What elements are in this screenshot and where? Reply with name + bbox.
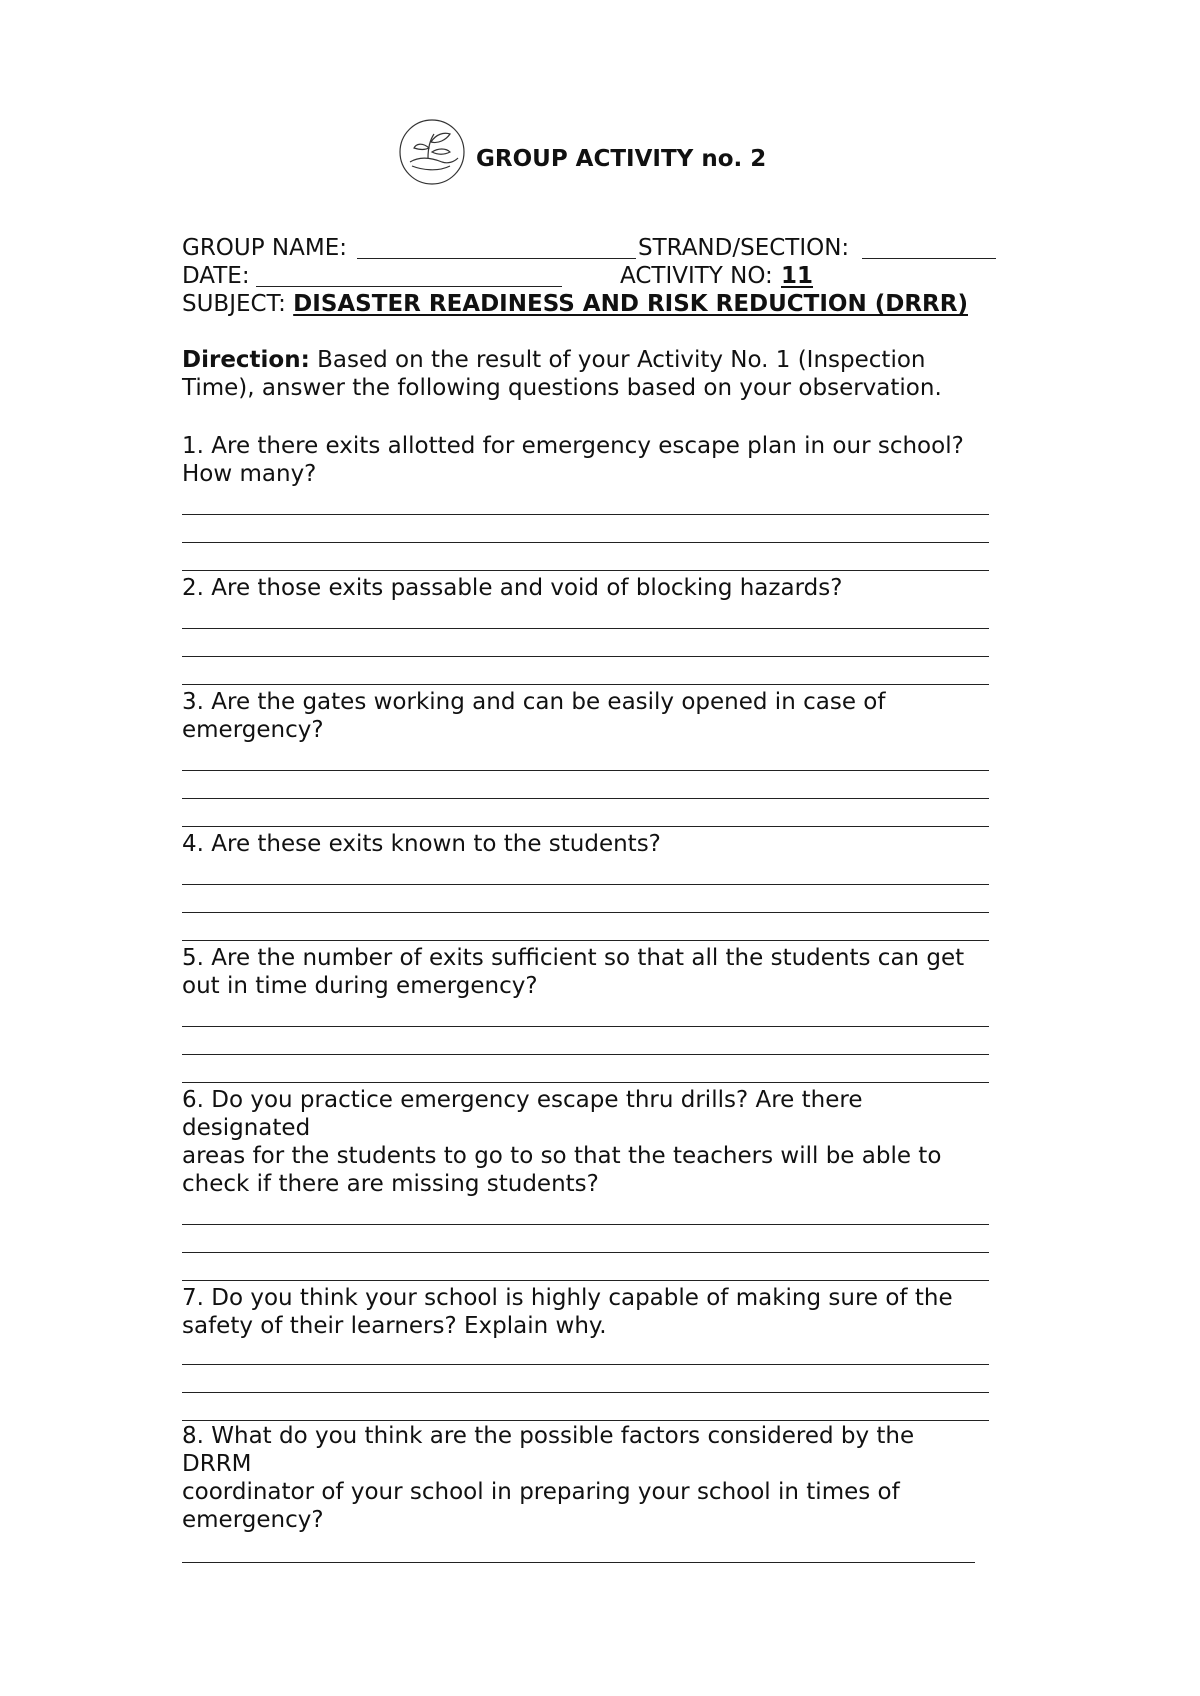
subject-value: DISASTER READINESS AND RISK REDUCTION (DRRR) xyxy=(293,291,968,317)
question-3-line-1: 3. Are the gates working and can be easily opened in case of xyxy=(182,689,886,715)
question-8-line-4: emergency? xyxy=(182,1507,324,1533)
direction-line-2: Time), answer the following questions based on your observation. xyxy=(182,375,942,401)
answer-line[interactable] xyxy=(182,1280,989,1281)
subject-label: SUBJECT: xyxy=(182,291,294,317)
question-5-line-1: 5. Are the number of exits sufficient so that all the students can get xyxy=(182,945,965,971)
answer-line[interactable] xyxy=(182,798,989,799)
page-title: GROUP ACTIVITY no. 2 xyxy=(476,146,767,172)
answer-line[interactable] xyxy=(182,826,989,827)
subject-row xyxy=(182,290,968,318)
question-2-line-1: 2. Are those exits passable and void of blocking hazards? xyxy=(182,575,843,601)
answer-line[interactable] xyxy=(182,884,989,885)
question-8-line-1: 8. What do you think are the possible factors considered by the xyxy=(182,1423,915,1449)
answer-line[interactable] xyxy=(182,912,989,913)
direction-line-1 xyxy=(182,346,925,374)
date-blank[interactable] xyxy=(256,286,562,287)
direction-text-1: Based on the result of your Activity No. 1 (Inspection xyxy=(309,347,926,373)
group-name-blank[interactable] xyxy=(357,258,636,259)
answer-line[interactable] xyxy=(182,1054,989,1055)
answer-line[interactable] xyxy=(182,570,989,571)
answer-line[interactable] xyxy=(182,1364,989,1365)
answer-line[interactable] xyxy=(182,770,989,771)
answer-line[interactable] xyxy=(182,542,989,543)
activity-no-label: ACTIVITY NO: xyxy=(620,263,773,289)
answer-line[interactable] xyxy=(182,514,989,515)
question-7-line-1: 7. Do you think your school is highly capable of making sure of the xyxy=(182,1285,953,1311)
direction-label: Direction: xyxy=(182,347,310,373)
answer-line[interactable] xyxy=(182,1026,989,1027)
question-7-line-2: safety of their learners? Explain why. xyxy=(182,1313,607,1339)
activity-no-value: 11 xyxy=(781,263,814,289)
question-3-line-2: emergency? xyxy=(182,717,324,743)
strand-section-label: STRAND/SECTION: xyxy=(638,235,850,261)
answer-line[interactable] xyxy=(182,1562,975,1563)
answer-line[interactable] xyxy=(182,1252,989,1253)
question-6-line-3: areas for the students to go to so that the teachers will be able to xyxy=(182,1143,942,1169)
answer-line[interactable] xyxy=(182,628,989,629)
answer-line[interactable] xyxy=(182,684,989,685)
question-8-line-3: coordinator of your school in preparing your school in times of xyxy=(182,1479,900,1505)
date-label: DATE: xyxy=(182,263,250,289)
question-6-line-1: 6. Do you practice emergency escape thru drills? Are there xyxy=(182,1087,863,1113)
question-8-line-2: DRRM xyxy=(182,1451,252,1477)
question-1-line-2: How many? xyxy=(182,461,317,487)
question-5-line-2: out in time during emergency? xyxy=(182,973,538,999)
answer-line[interactable] xyxy=(182,1420,989,1421)
answer-line[interactable] xyxy=(182,1224,989,1225)
plant-hand-logo-icon xyxy=(398,118,466,186)
question-6-line-4: check if there are missing students? xyxy=(182,1171,599,1197)
answer-line[interactable] xyxy=(182,656,989,657)
question-1-line-1: 1. Are there exits allotted for emergency escape plan in our school? xyxy=(182,433,964,459)
group-name-label: GROUP NAME: xyxy=(182,235,347,261)
question-6-line-2: designated xyxy=(182,1115,311,1141)
answer-line[interactable] xyxy=(182,940,989,941)
strand-section-blank[interactable] xyxy=(862,258,996,259)
question-4-line-1: 4. Are these exits known to the students? xyxy=(182,831,661,857)
answer-line[interactable] xyxy=(182,1082,989,1083)
answer-line[interactable] xyxy=(182,1392,989,1393)
